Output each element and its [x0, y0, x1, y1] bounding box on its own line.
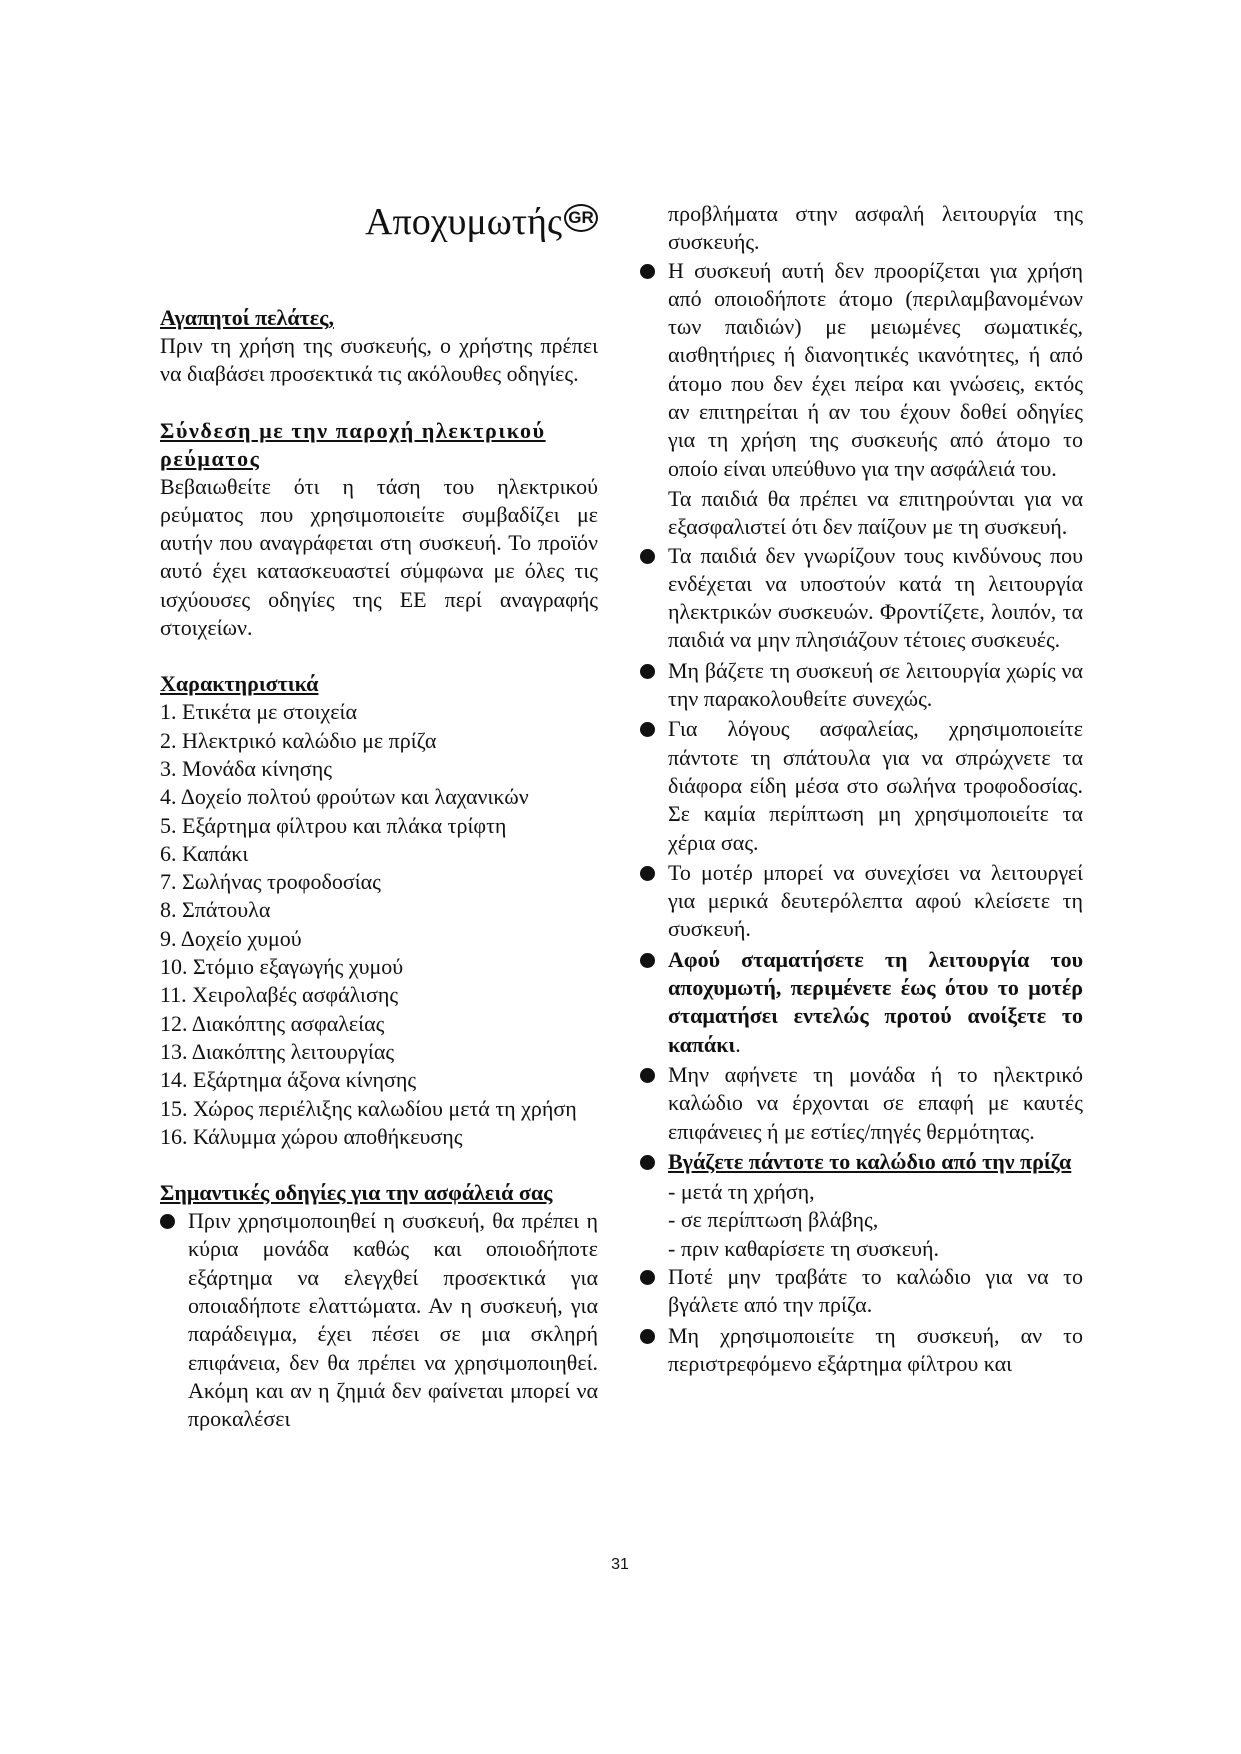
greeting-heading: Αγαπητοί πελάτες, [160, 305, 334, 330]
power-heading: Σύνδεση με την παροχή ηλεκτρικού ρεύματος [160, 417, 546, 471]
list-item: 10. Στόμιο εξαγωγής χυμού [160, 954, 404, 980]
safety-item-inspect-continued: προβλήματα στην ασφαλή λειτουργία της συσκευής. [668, 201, 1083, 255]
safety-item-filter [640, 1322, 1083, 1379]
bullet-icon [160, 1214, 175, 1229]
list-item: 3. Μονάδα κίνησης [160, 755, 332, 781]
safety-item-unattended [640, 657, 1083, 714]
list-item: 15. Χώρος περιέλιξης καλωδίου μετά τη χρήση [160, 1095, 577, 1121]
list-item: 16. Κάλυμμα χώρου αποθήκευσης [160, 1123, 463, 1149]
safety-item-motor-text: Το μοτέρ μπορεί να συνεχίσει να λειτουργεί για μερικά δευτερόλεπτα αφού κλείσετε τη συσκευή. [668, 859, 1083, 942]
language-badge: GR [564, 204, 598, 232]
list-item: 7. Σωλήνας τροφοδοσίας [160, 869, 381, 895]
bullet-icon [640, 1270, 655, 1285]
power-text: Βεβαιωθείτε ότι η τάση του ηλεκτρικού ρεύματος που χρησιμοποιείτε συμβαδίζει με αυτήν που αναγράφεται στη συσκευή. Το προϊόν αυτό έχει κατασκευαστεί σύμφωνα με όλες τις ισχύουσες οδηγίες της ΕΕ περί αναγραφής στοιχείων. [160, 473, 598, 641]
list-item: 4. Δοχείο πολτού φρούτων και λαχανικών [160, 784, 529, 810]
bullet-icon [640, 664, 655, 679]
safety-item-hot-surfaces [640, 1061, 1083, 1146]
safety-item-spatula [640, 715, 1083, 856]
list-item: 5. Εξάρτημα φίλτρου και πλάκα τρίφτη [160, 812, 507, 838]
safety-item-supervision-note: Τα παιδιά θα πρέπει να επιτηρούνται για να εξασφαλιστεί ότι δεν παίζουν με τη συσκευή. [668, 485, 1083, 540]
safety-item-supervision-text: Η συσκευή αυτή δεν προορίζεται για χρήση από οποιοδήποτε άτομο (περιλαμβανομένων των παιδιών) με μειωμένες σωματικές, αισθητήριες ή διανοητικές ικανότητες, ή από άτομο που δεν έχει πείρα και γνώσεις, εκτός αν επιτηρείται ή αν του έχουν δοθεί οδηγίες για τη χρήση της συσκευής από άτομο το οποίο είναι υπεύθυνο για την ασφάλειά του. [668, 257, 1083, 481]
safety-item-unattended-text: Μη βάζετε τη συσκευή σε λειτουργία χωρίς να την παρακολουθείτε συνεχώς. [668, 657, 1083, 712]
list-item: 13. Διακόπτης λειτουργίας [160, 1038, 395, 1064]
list-item: 9. Δοχείο χυμού [160, 925, 302, 951]
bullet-icon [640, 264, 655, 279]
safety-item-children-text: Τα παιδιά δεν γνωρίζουν τους κινδύνους που ενδέχεται να υποστούν κατά τη λειτουργία ηλεκτρικών συσκευών. Φροντίζετε, λοιπόν, τα παιδιά να μην πλησιάζουν τέτοιες συσκευές. [668, 542, 1083, 653]
left-column [160, 200, 598, 1436]
safety-item-pull-cord-text: Ποτέ μην τραβάτε το καλώδιο για να το βγάλετε από την πρίζα. [668, 1263, 1083, 1318]
bullet-icon [640, 549, 655, 564]
bullet-icon [640, 1329, 655, 1344]
safety-item-motor [640, 859, 1083, 944]
safety-item-unplug-heading: Βγάζετε πάντοτε το καλώδιο από την πρίζα [668, 1148, 1072, 1174]
bullet-icon [640, 866, 655, 881]
safety-item-hot-surfaces-text: Μην αφήνετε τη μονάδα ή το ηλεκτρικό καλώδιο να έρχονται σε επαφή με καυτές επιφάνειες ή με εστίες/πηγές θερμότητας. [668, 1061, 1083, 1144]
safety-item-wait-motor [640, 946, 1083, 1059]
safety-item-supervision [640, 257, 1083, 483]
safety-item-inspect [160, 1207, 598, 1433]
list-item: 6. Καπάκι [160, 840, 249, 866]
safety-item-children [640, 542, 1083, 655]
page-title [160, 200, 598, 244]
unplug-item: - πριν καθαρίσετε τη συσκευή. [668, 1235, 940, 1261]
list-item: 1. Ετικέτα με στοιχεία [160, 699, 357, 725]
list-item: 8. Σπάτουλα [160, 897, 271, 923]
unplug-item: - μετά τη χρήση, [668, 1179, 815, 1205]
safety-item-pull-cord [640, 1263, 1083, 1320]
features-list [160, 698, 598, 1151]
list-item: 12. Διακόπτης ασφαλείας [160, 1010, 385, 1036]
page-title-text: Αποχυμωτής [365, 201, 562, 243]
safety-heading: Σημαντικές οδηγίες για την ασφάλειά σας [160, 1180, 553, 1206]
unplug-item: - σε περίπτωση βλάβης, [668, 1207, 879, 1233]
safety-item-spatula-text: Για λόγους ασφαλείας, χρησιμοποιείτε πάντοτε τη σπάτουλα για να σπρώχνετε τα διάφορα είδη μέσα στο σωλήνα τροφοδοσίας. Σε καμία περίπτωση μη χρησιμοποιείτε τα χέρια σας. [668, 716, 1083, 855]
bullet-icon [640, 1155, 655, 1170]
list-item: 2. Ηλεκτρικό καλώδιο με πρίζα [160, 727, 437, 753]
greeting-text: Πριν τη χρήση της συσκευής, ο χρήστης πρέπει να διαβάσει προσεκτικά τις ακόλουθες οδηγίες. [160, 333, 598, 387]
safety-item-wait-motor-text: Αφού σταματήσετε τη λειτουργία του αποχυμωτή, περιμένετε έως ότου το μοτέρ σταματήσει εντελώς προτού ανοίξετε το καπάκι [668, 946, 1083, 1057]
list-item: 14. Εξάρτημα άξονα κίνησης [160, 1067, 417, 1093]
safety-item-unplug [640, 1148, 1083, 1176]
list-item: 11. Χειρολαβές ασφάλισης [160, 982, 399, 1008]
safety-item-wait-motor-end: . [735, 1031, 741, 1057]
features-heading: Χαρακτηριστικά [160, 671, 319, 697]
bullet-icon [640, 1068, 655, 1083]
bullet-icon [640, 722, 655, 737]
right-column [640, 200, 1083, 1380]
safety-item-inspect-text: Πριν χρησιμοποιηθεί η συσκευή, θα πρέπει η κύρια μονάδα καθώς και οποιοδήποτε εξάρτημα να ελεγχθεί προσεκτικά για οποιαδήποτε ελαττώματα. Αν η συσκευή, για παράδειγμα, έχει πέσει σε μια σκληρή επιφάνεια, δεν θα πρέπει να χρησιμοποιηθεί. Ακόμη και αν η ζημιά δεν φαίνεται μπορεί να προκαλέσει [188, 1208, 598, 1432]
bullet-icon [640, 953, 655, 968]
page-number: 31 [611, 1556, 629, 1573]
safety-item-filter-text: Μη χρησιμοποιείτε τη συσκευή, αν το περιστρεφόμενο εξάρτημα φίλτρου και [668, 1322, 1083, 1376]
